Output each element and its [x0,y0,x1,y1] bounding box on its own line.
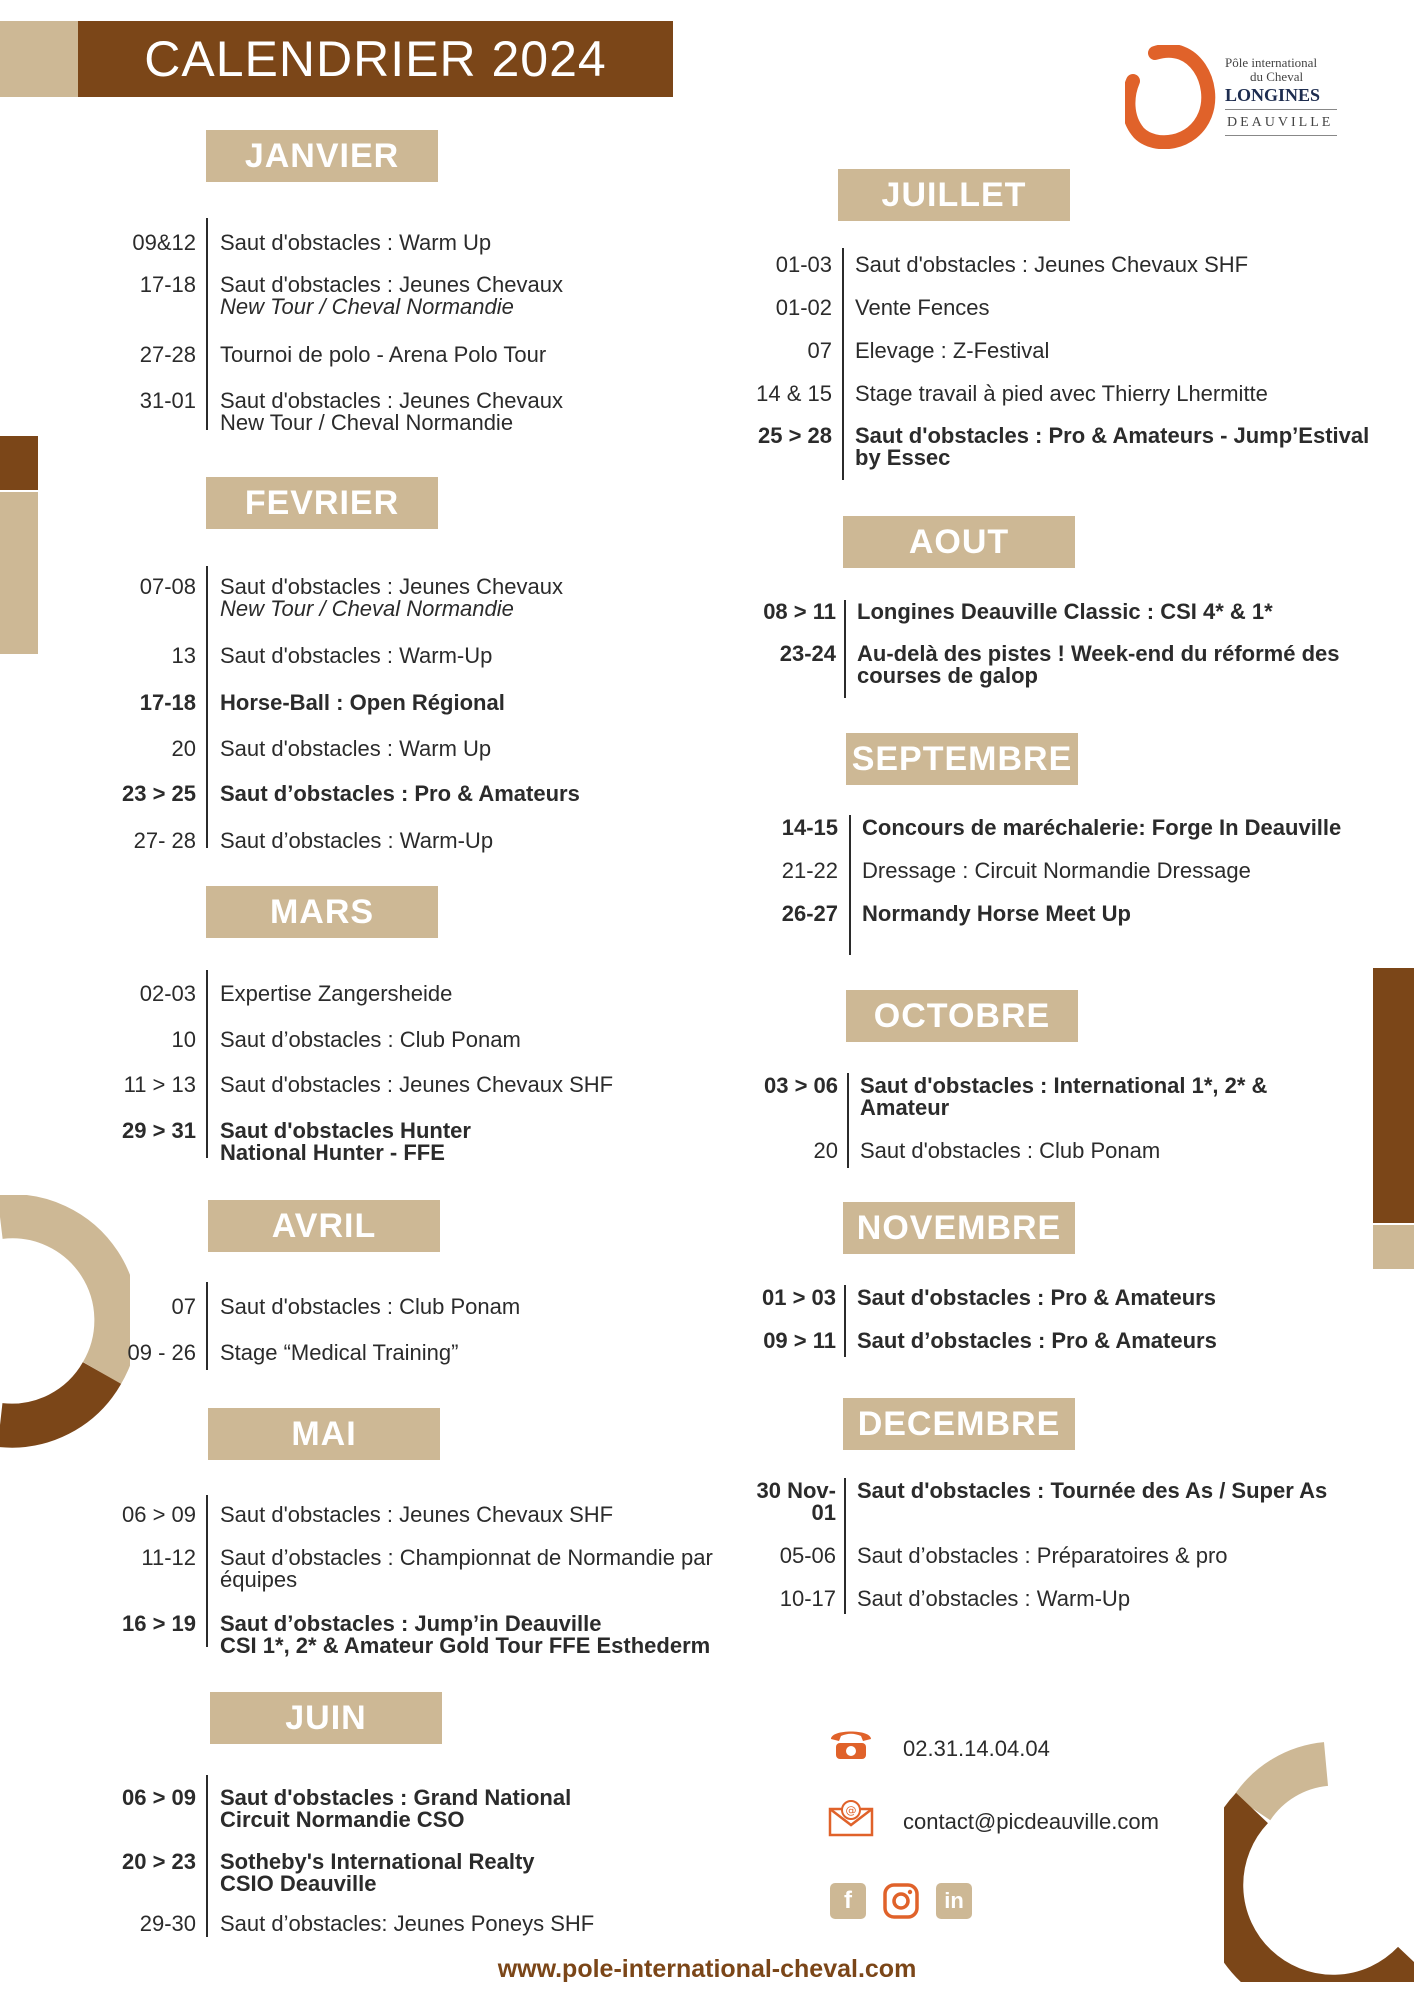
event-date: 07-08 [139,574,196,599]
event-title: Saut d'obstacles : Warm Up [220,230,492,255]
event-date: 21-22 [781,858,838,883]
event-title: Horse-Ball : Open Régional [220,690,505,715]
event-date: 11-12 [141,1545,196,1570]
deco-left-beige [0,492,38,654]
month-header: MAI [208,1408,440,1460]
month-divider-line [206,1282,208,1370]
phone-number[interactable]: 02.31.14.04.04 [903,1736,1050,1761]
email-icon [828,1797,874,1837]
event-date: 01-03 [775,252,832,277]
event-title: Saut d’obstacles : Pro & Amateurs [857,1328,1217,1353]
event-date: 20 [813,1138,838,1163]
logo-divider-bottom [1225,135,1337,136]
event-title: Saut d'obstacles : Club Ponam [220,1294,521,1319]
event-subtitle: Amateur [860,1095,950,1120]
month-divider-line [844,1285,846,1357]
event-date: 03 > 06 [763,1073,838,1098]
event-title: Saut d'obstacles : Jeunes Chevaux SHF [220,1502,614,1527]
event-title: Vente Fences [855,295,990,320]
event-title: Saut d’obstacles : Club Ponam [220,1027,521,1052]
event-title: Tournoi de polo - Arena Polo Tour [220,342,547,367]
month-divider-line [206,1495,208,1647]
event-title: Saut d'obstacles : Jeunes Chevaux New Tour / Cheval Normandie [220,576,780,620]
event-title: Concours de maréchalerie: Forge In Deauville [862,815,1342,840]
event-date: 10 [171,1027,196,1052]
event-title: Saut d'obstacles : Pro & Amateurs - Jump’Estival by Essec [855,425,1395,469]
event-subtitle: courses de galop [857,663,1038,688]
event-title: Stage travail à pied avec Thierry Lhermitte [855,381,1268,406]
event-subtitle: équipes [220,1567,298,1592]
page-title: CALENDRIER 2024 [78,21,673,97]
event-date: 10-17 [779,1586,836,1611]
logo-line2: du Cheval [1250,69,1304,84]
event-title: Au-delà des pistes ! Week-end du réformé des courses de galop [857,643,1397,687]
title-accent-block [0,21,78,97]
phone-icon [828,1727,874,1761]
deco-left-ring [0,1195,130,1455]
event-title: Stage “Medical Training” [220,1340,459,1365]
event-date: 05-06 [779,1543,836,1568]
month-header: OCTOBRE [846,990,1078,1042]
logo [1125,45,1345,155]
event-title: Saut d’obstacles : Championnat de Normandie par équipes [220,1547,780,1591]
logo-ring-icon [1125,45,1217,149]
event-date: 02-03 [139,981,196,1006]
event-date: 17-18 [139,272,196,297]
month-divider-line [206,566,208,848]
logo-line1: Pôle international [1225,55,1318,70]
event-title: Sotheby's International Realty CSIO Deauville [220,1851,780,1895]
instagram-icon[interactable] [882,1882,920,1920]
event-date: 29-30 [139,1911,196,1936]
event-subtitle: CSI 1*, 2* & Amateur Gold Tour FFE Esthederm [220,1633,711,1658]
event-title: Saut d'obstacles : Tournée des As / Super As [857,1478,1328,1503]
email-address[interactable]: contact@picdeauville.com [903,1809,1159,1834]
event-date: 07 [807,338,832,363]
event-title: Saut d'obstacles Hunter National Hunter - FFE [220,1120,780,1164]
event-title: Saut d’obstacles : Warm-Up [220,828,494,853]
event-date-line2: 01 [811,1500,836,1525]
month-header: JUIN [210,1692,442,1744]
event-title: Saut d'obstacles : Jeunes Chevaux SHF [220,1072,614,1097]
event-date: 07 [171,1294,196,1319]
event-date: 09 > 11 [763,1328,836,1353]
event-date: 13 [171,643,196,668]
event-date: 29 > 31 [121,1118,196,1143]
month-header: AOUT [843,516,1075,568]
month-header: AVRIL [208,1200,440,1252]
month-header: FEVRIER [206,477,438,529]
event-subtitle: New Tour / Cheval Normandie [220,596,514,621]
event-date: 08 > 11 [763,599,836,624]
month-divider-line [844,1478,846,1614]
event-date: 14-15 [781,815,838,840]
deco-right-ring [1224,1742,1414,1982]
event-date: 01-02 [775,295,832,320]
event-date: 30 Nov- 01 [756,1478,836,1525]
month-header: JUILLET [838,169,1070,221]
event-date: 16 > 19 [121,1611,196,1636]
event-date: 01 > 03 [761,1285,836,1310]
logo-brand: LONGINES [1225,85,1321,105]
deco-right-beige [1373,1225,1414,1269]
event-date: 31-01 [139,388,196,413]
event-date: 20 [171,736,196,761]
logo-city: DEAUVILLE [1227,115,1334,130]
month-divider-line [849,815,851,955]
event-date: 27- 28 [133,828,196,853]
event-date: 11 > 13 [123,1072,196,1097]
event-subtitle: CSIO Deauville [220,1871,377,1896]
event-subtitle: New Tour / Cheval Normandie [220,294,514,319]
event-title: Saut d'obstacles : Jeunes Chevaux SHF [855,252,1249,277]
event-title: Saut d'obstacles : Warm Up [220,736,492,761]
event-title: Saut d’obstacles : Warm-Up [857,1586,1131,1611]
event-title: Saut d'obstacles : Warm-Up [220,643,493,668]
month-header: MARS [206,886,438,938]
event-title: Longines Deauville Classic : CSI 4* & 1* [857,599,1273,624]
deco-left-brown [0,436,38,490]
linkedin-icon[interactable]: in [936,1883,972,1919]
month-header: DECEMBRE [843,1398,1075,1450]
event-subtitle: by Essec [855,445,951,470]
event-subtitle: Circuit Normandie CSO [220,1807,465,1832]
facebook-icon[interactable]: f [830,1883,866,1919]
event-title: Normandy Horse Meet Up [862,901,1131,926]
month-divider-line [206,1775,208,1937]
event-date: 27-28 [139,342,196,367]
svg-text:@: @ [845,1804,857,1817]
event-subtitle: New Tour / Cheval Normandie [220,410,514,435]
event-title: Saut d'obstacles : Pro & Amateurs [857,1285,1216,1310]
event-date: 06 > 09 [121,1785,196,1810]
event-date: 20 > 23 [121,1849,196,1874]
event-title: Saut d'obstacles : Grand National Circuit Normandie CSO [220,1787,780,1831]
month-divider-line [206,218,208,430]
event-title: Saut d’obstacles: Jeunes Poneys SHF [220,1911,595,1936]
month-divider-line [844,600,846,698]
event-title: Saut d’obstacles : Pro & Amateurs [220,781,580,806]
event-title: Saut d'obstacles : Jeunes Chevaux New Tour / Cheval Normandie [220,274,780,318]
event-date: 06 > 09 [121,1502,196,1527]
event-date: 17-18 [139,690,196,715]
event-title: Elevage : Z-Festival [855,338,1050,363]
month-divider-line [847,1073,849,1168]
event-title: Saut d'obstacles : Jeunes Chevaux New Tour / Cheval Normandie [220,390,780,434]
month-divider-line [842,248,844,480]
event-date: 26-27 [781,901,838,926]
event-title: Saut d'obstacles : Club Ponam [860,1138,1161,1163]
logo-divider [1225,109,1337,110]
month-divider-line [206,970,208,1158]
event-title: Expertise Zangersheide [220,981,453,1006]
event-date: 23 > 25 [121,781,196,806]
month-header: NOVEMBRE [843,1202,1075,1254]
event-title: Saut d'obstacles : International 1*, 2* & Amateur [860,1075,1400,1119]
month-header: SEPTEMBRE [846,733,1078,785]
event-date: 25 > 28 [757,423,832,448]
event-date: 23-24 [779,641,836,666]
event-date: 09&12 [132,230,196,255]
event-date: 09 - 26 [127,1340,196,1365]
event-title: Saut d’obstacles : Préparatoires & pro [857,1543,1228,1568]
month-header: JANVIER [206,130,438,182]
website-link[interactable]: www.pole-international-cheval.com [497,1955,917,1983]
event-date: 14 & 15 [756,381,832,406]
event-title: Dressage : Circuit Normandie Dressage [862,858,1251,883]
event-title: Saut d’obstacles : Jump’in Deauville CSI 1*, 2* & Amateur Gold Tour FFE Esthederm [220,1613,780,1657]
event-subtitle: National Hunter - FFE [220,1140,445,1165]
